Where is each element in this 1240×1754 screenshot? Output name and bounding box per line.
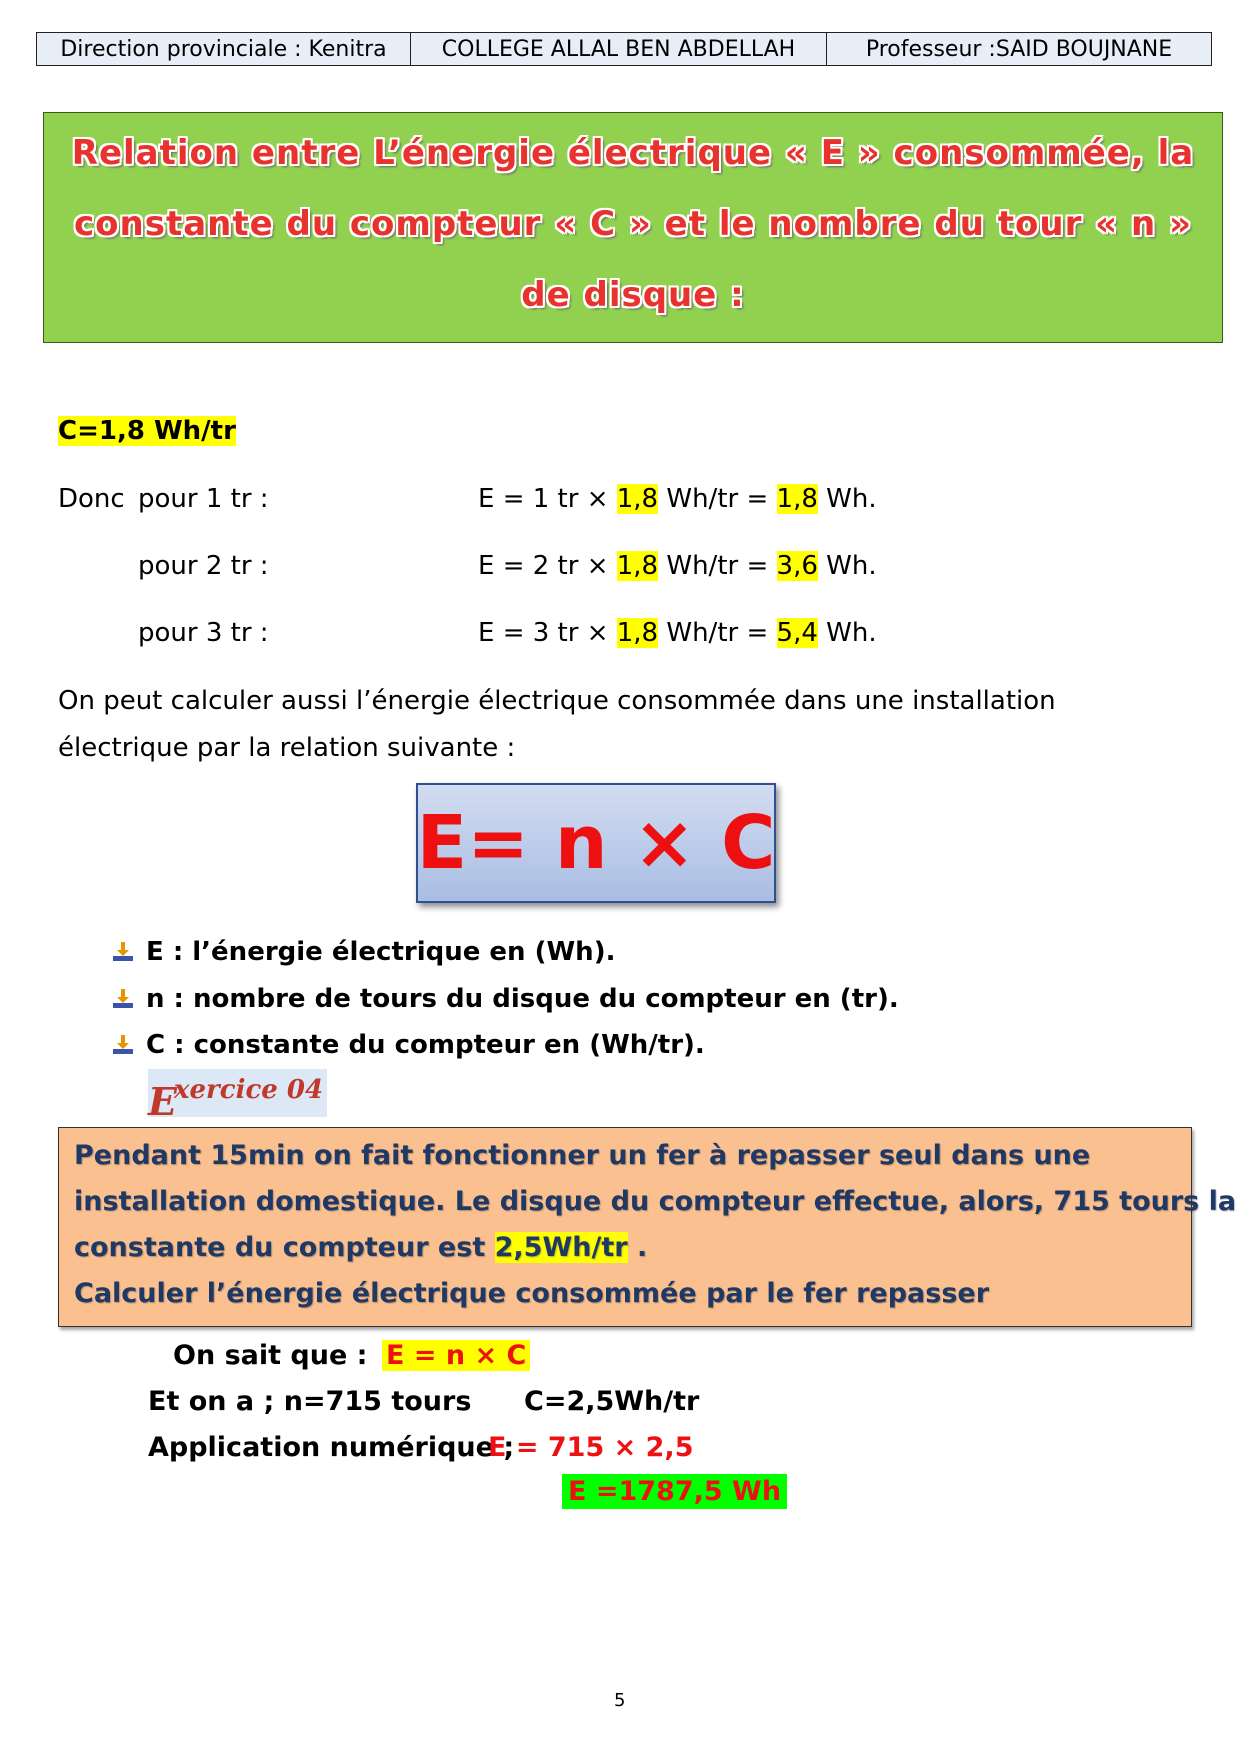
calc-constant: 1,8 (616, 484, 659, 514)
donc-label: Donc (58, 484, 125, 514)
definition-text: n : nombre de tours du disque du compteur en (tr). (146, 984, 899, 1014)
calc-mid: Wh/tr = (658, 551, 777, 581)
solution-et-on-a: Et on a ; n=715 tours (148, 1386, 472, 1417)
example-calc-2 (478, 551, 877, 581)
exercise-constant-highlight: 2,5Wh/tr (494, 1232, 628, 1263)
calc-pre: E = 2 tr × (478, 551, 617, 581)
solution-result: E =1787,5 Wh (562, 1474, 787, 1509)
title-line-2: constante du compteur « C » et le nombre du tour « n » (74, 204, 1192, 244)
calc-constant: 1,8 (616, 618, 659, 648)
exercise-line-3-text: constante du compteur est (74, 1232, 495, 1263)
intro-line-1: On peut calculer aussi l’énergie électrique consommée dans une installation (58, 686, 1056, 716)
example-label-1: pour 1 tr : (138, 484, 269, 514)
exercise-box (58, 1127, 1237, 1327)
header-college: COLLEGE ALLAL BEN ABDELLAH (411, 33, 827, 65)
example-calc-3 (478, 618, 877, 648)
solution-c-value: C=2,5Wh/tr (524, 1386, 700, 1417)
example-label-2: pour 2 tr : (138, 551, 269, 581)
calc-unit: Wh. (817, 618, 877, 648)
header-professeur: Professeur :SAID BOUJNANE (865, 36, 1173, 62)
exercise-line-2: installation domestique. Le disque du compteur effectue, alors, 715 tours la (74, 1186, 1237, 1217)
bullet-arrow-icon (112, 988, 134, 1010)
formula-text: E= n × C (416, 800, 776, 886)
calc-pre: E = 3 tr × (478, 618, 617, 648)
constant-highlight: C=1,8 Wh/tr (58, 416, 236, 446)
exercise-line-3 (74, 1232, 647, 1263)
exercise-line-3-end: . (627, 1232, 648, 1263)
example-label-3: pour 3 tr : (138, 618, 269, 648)
calc-unit: Wh. (817, 484, 877, 514)
definition-item (112, 1030, 705, 1060)
solution-application-label: Application numérique ; (148, 1432, 515, 1463)
calc-result: 3,6 (776, 551, 818, 581)
header-table (36, 32, 1212, 66)
solution-application-formula: E = 715 × 2,5 (488, 1432, 694, 1463)
bullet-arrow-icon (112, 941, 134, 963)
calc-pre: E = 1 tr × (478, 484, 617, 514)
title-line-1: Relation entre L’énergie électrique « E » consommée, la (71, 133, 1195, 173)
page-number: 5 (614, 1690, 626, 1711)
calc-result: 5,4 (776, 618, 818, 648)
exercise-line-4: Calculer l’énergie électrique consommée par le fer repasser (74, 1278, 990, 1309)
header-direction: Direction provinciale : Kenitra (37, 33, 411, 65)
bullet-arrow-icon (112, 1034, 134, 1056)
exercise-label (148, 1069, 327, 1124)
definition-item (112, 937, 615, 967)
title-box (43, 112, 1223, 343)
definition-item (112, 984, 899, 1014)
exercise-line-1: Pendant 15min on fait fonctionner un fer à repasser seul dans une (74, 1140, 1091, 1171)
calc-mid: Wh/tr = (658, 484, 777, 514)
title-line-3: de disque : (521, 275, 745, 315)
exercise-label-initial: E (148, 1079, 177, 1124)
calc-mid: Wh/tr = (658, 618, 777, 648)
calc-constant: 1,8 (616, 551, 659, 581)
solution-on-sait: On sait que : (173, 1340, 368, 1371)
definition-text: E : l’énergie électrique en (Wh). (146, 937, 616, 967)
exercise-label-rest: xercice 04 (174, 1075, 324, 1105)
formula-box (416, 783, 776, 903)
solution-formula: E = n × C (382, 1340, 530, 1371)
definition-text: C : constante du compteur en (Wh/tr). (146, 1030, 705, 1060)
calc-unit: Wh. (817, 551, 877, 581)
calc-result: 1,8 (776, 484, 818, 514)
constant-value (58, 416, 236, 446)
intro-line-2: électrique par la relation suivante : (58, 733, 516, 763)
example-calc-1 (478, 484, 877, 514)
